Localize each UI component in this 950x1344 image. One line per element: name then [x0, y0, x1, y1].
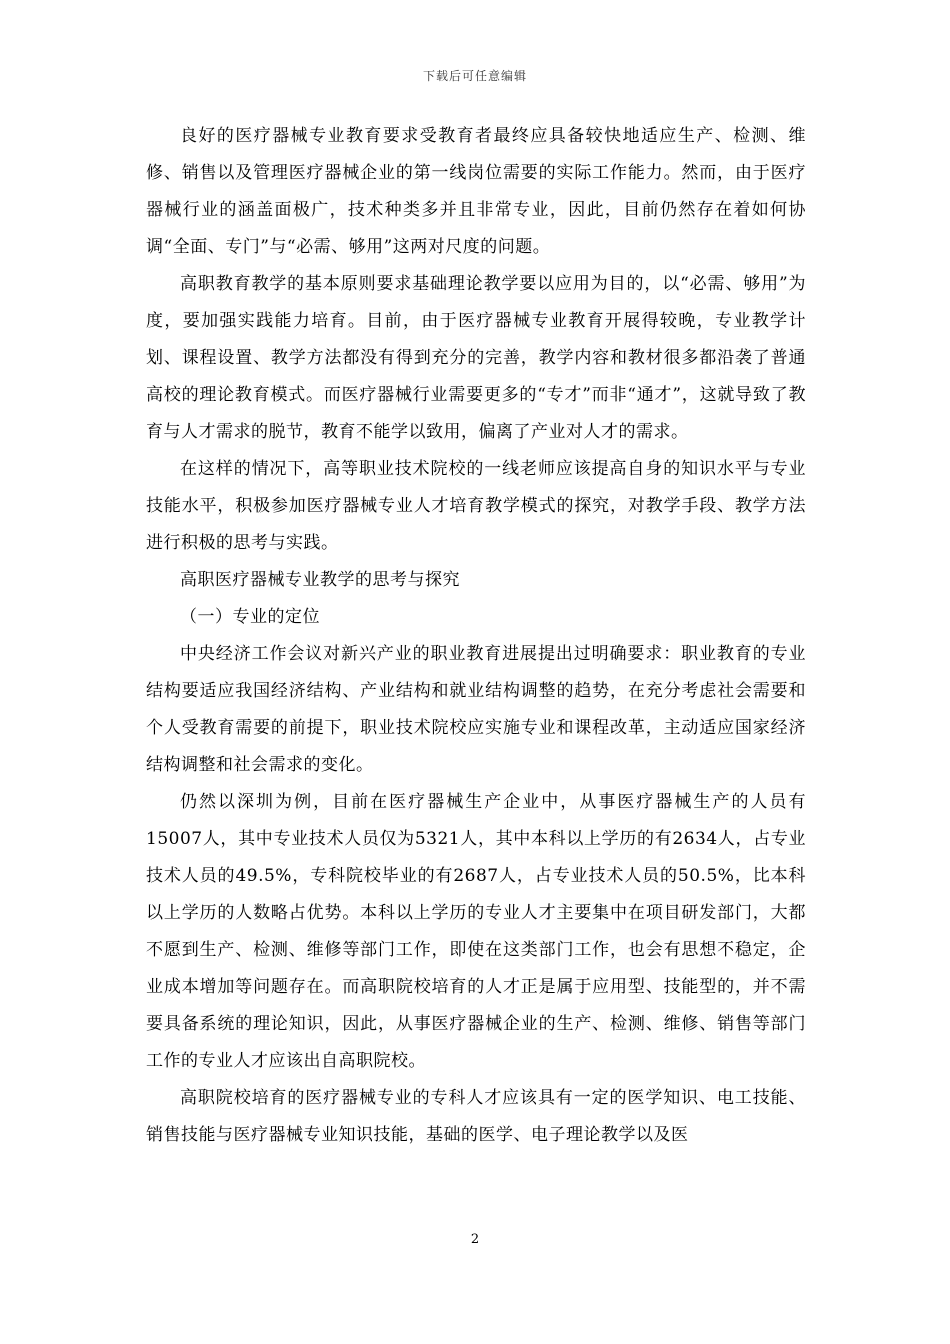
section-heading: 高职医疗器械专业教学的思考与探究: [180, 570, 460, 590]
paragraph: 仍然以深圳为例，目前在医疗器械生产企业中，从事医疗器械生产的人员有15007人，其中专业技术人员仅为5321人，其中本科以上学历的有2634人，占专业技术人员的49.5%，专科院校毕业的有2687人，占专业技术人员的50.5%，比本科以上学历的人数略占优势。本科以上学历的专业人才主要集中在项目研发部门，大都不愿到生产、检测、维修等部门工作，即使在这类部门工作，也会有思想不稳定，企业成本增加等问题存在。而高职院校培育的人才正是属于应用型、技能型的，并不需要具备系统的理论知识，因此，从事医疗器械企业的生产、检测、维修、销售等部门工作的专业人才应该出自高职院校。: [146, 792, 806, 1071]
page-header: 下载后可任意编辑: [422, 69, 527, 83]
paragraph: 高职教育教学的基本原则要求基础理论教学要以应用为目的，以“必需、够用”为度，要加强实践能力培育。目前，由于医疗器械专业教育开展得较晚，专业教学计划、课程设置、教学方法都没有得到充分的完善，教学内容和教材很多都沿袭了普通高校的理论教育模式。而医疗器械行业需要更多的“专才”而非“通才”，这就导致了教育与人才需求的脱节，教育不能学以致用，偏离了产业对人才的需求。: [146, 274, 806, 442]
subsection-heading: （一）专业的定位: [180, 607, 320, 627]
page-number: 2: [470, 1232, 480, 1247]
paragraph: 高职院校培育的医疗器械专业的专科人才应该具有一定的医学知识、电工技能、销售技能与医疗器械专业知识技能，基础的医学、电子理论教学以及医: [146, 1088, 806, 1145]
paragraph: 中央经济工作会议对新兴产业的职业教育进展提出过明确要求：职业教育的专业结构要适应我国经济结构、产业结构和就业结构调整的趋势，在充分考虑社会需要和个人受教育需要的前提下，职业技术院校应实施专业和课程改革，主动适应国家经济结构调整和社会需求的变化。: [146, 644, 806, 775]
paragraph: 在这样的情况下，高等职业技术院校的一线老师应该提高自身的知识水平与专业技能水平，积极参加医疗器械专业人才培育教学模式的探究，对教学手段、教学方法进行积极的思考与实践。: [146, 459, 806, 553]
paragraph: 良好的医疗器械专业教育要求受教育者最终应具备较快地适应生产、检测、维修、销售以及管理医疗器械企业的第一线岗位需要的实际工作能力。然而，由于医疗器械行业的涵盖面极广，技术种类多并且非常专业，因此，目前仍然存在着如何协调“全面、专门”与“必需、够用”这两对尺度的问题。: [146, 126, 806, 257]
document-body: [146, 118, 806, 1154]
